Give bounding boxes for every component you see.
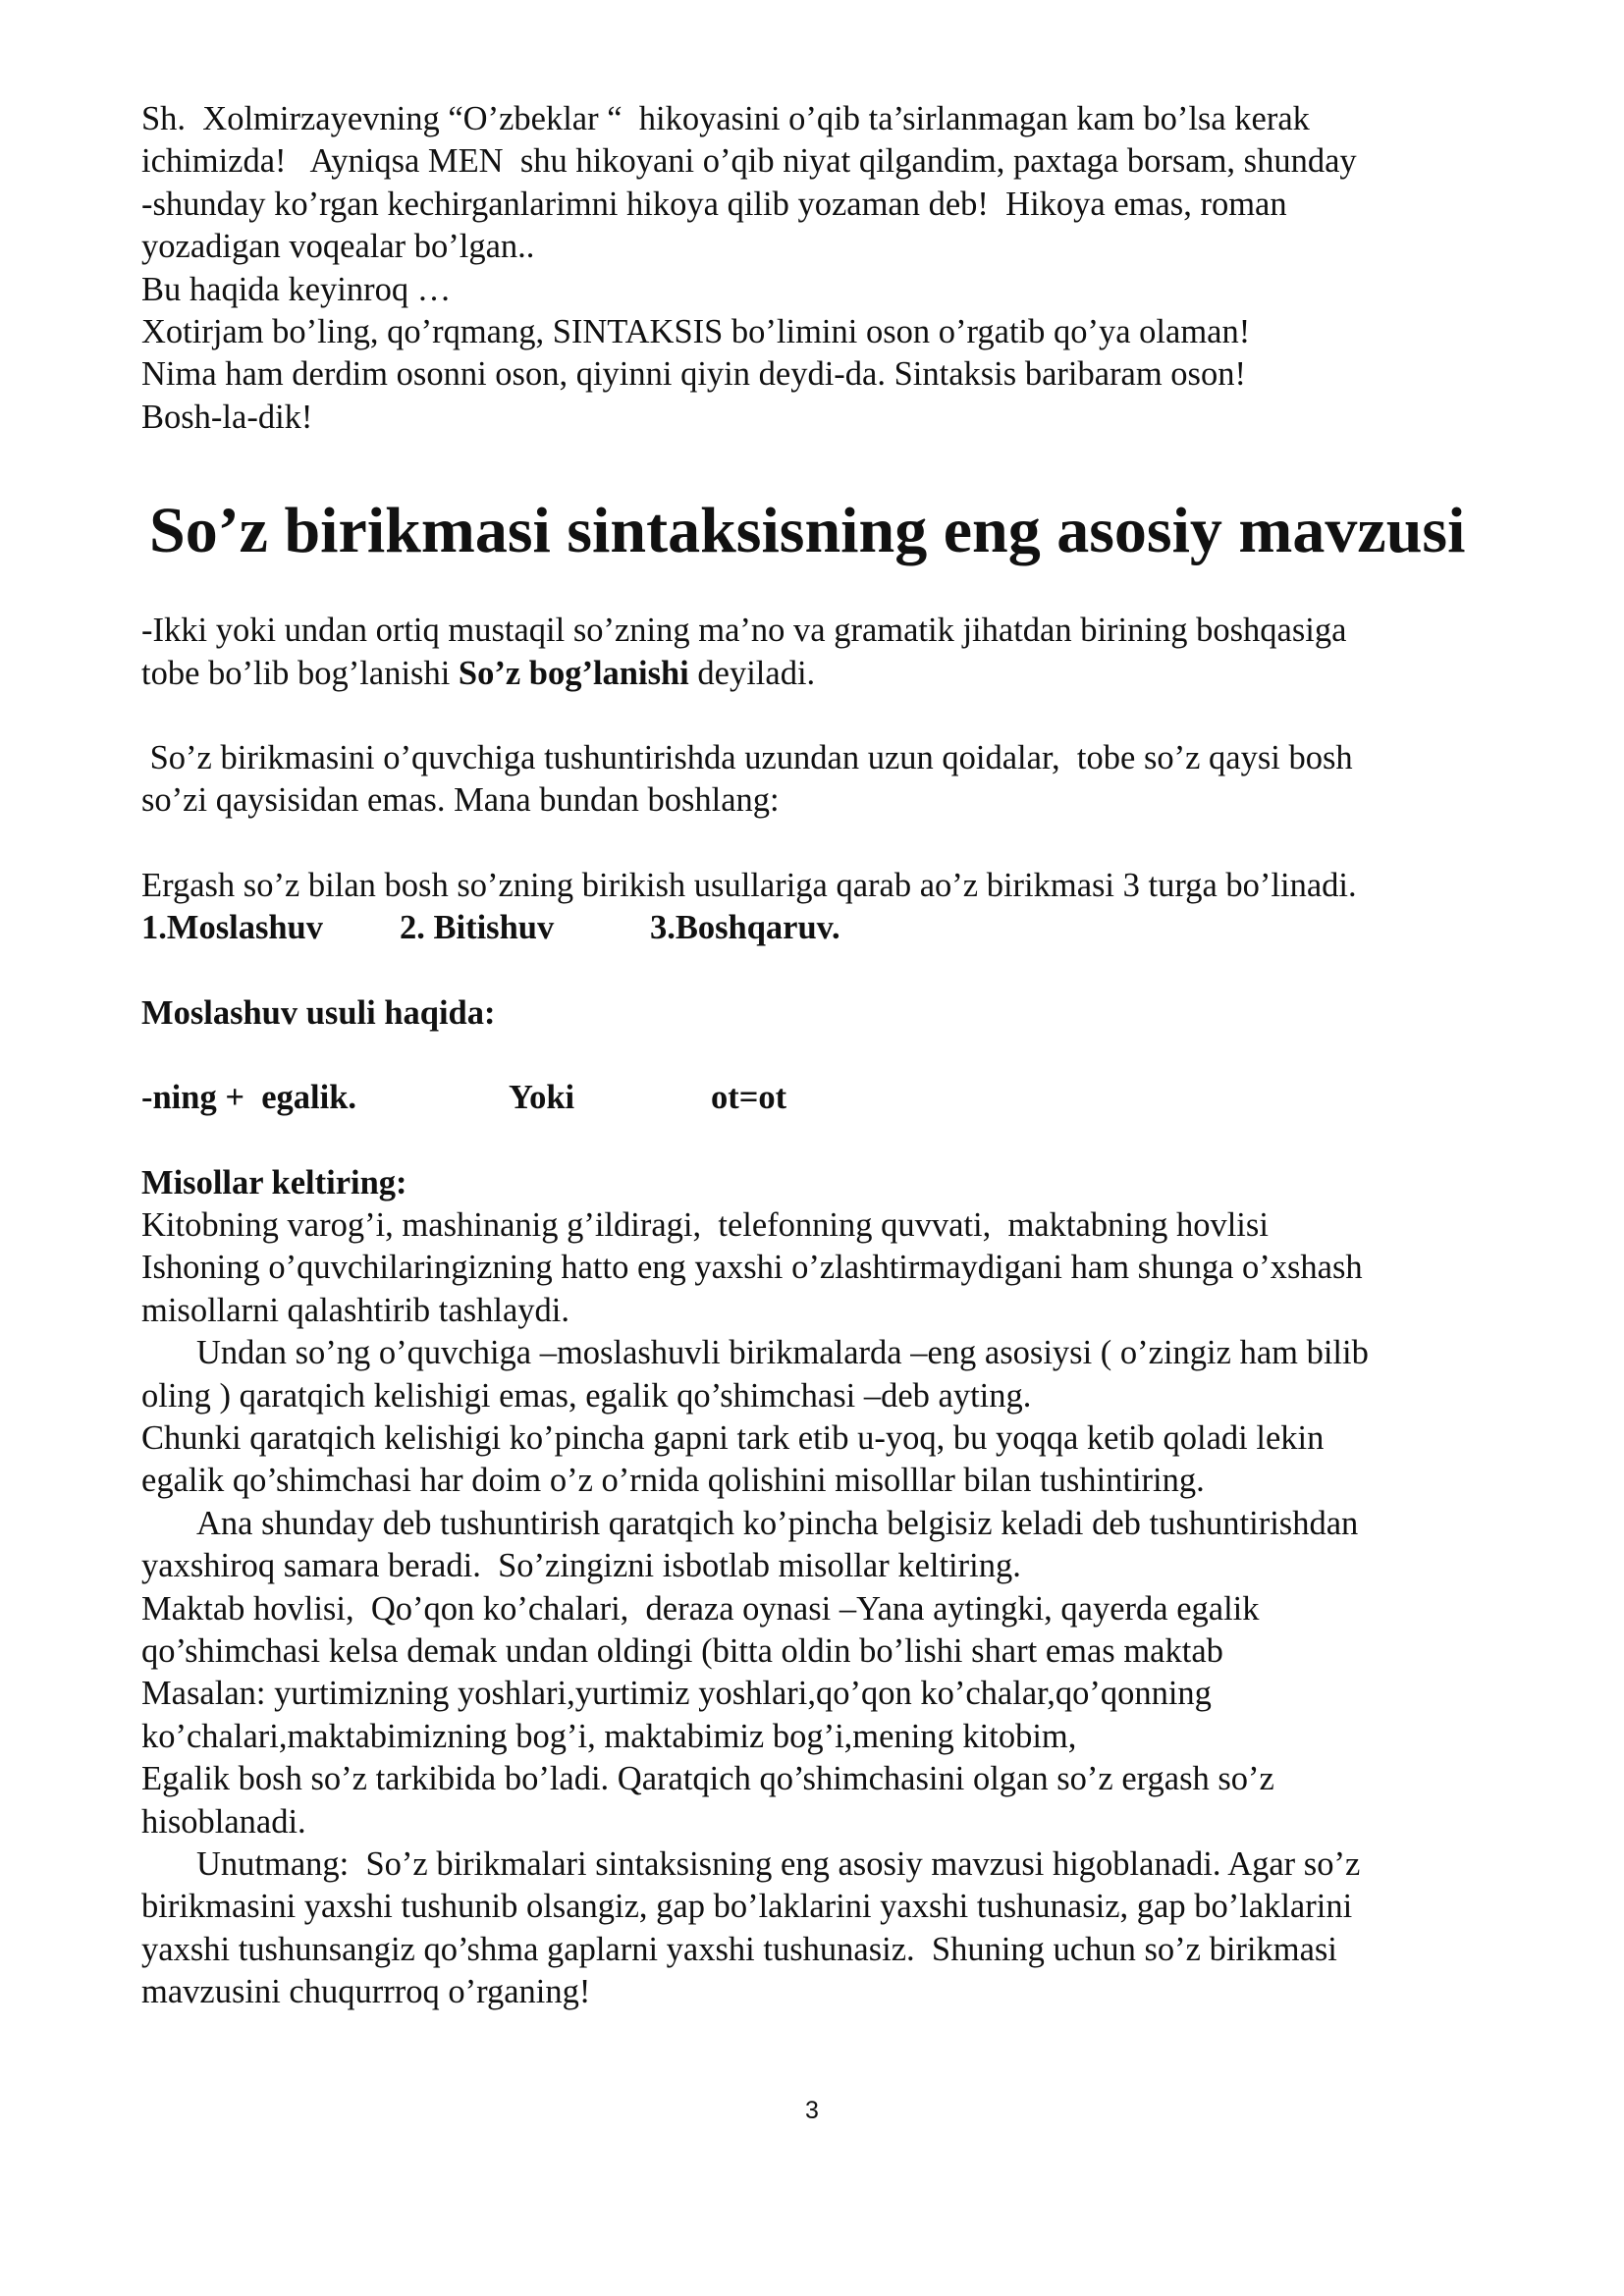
pattern-item: Yoki — [509, 1079, 575, 1117]
definition-text: tobe bo’lib bog’lanishi — [141, 654, 459, 692]
definition-text: deyiladi. — [688, 654, 816, 692]
intro-paragraph — [141, 98, 1496, 439]
body-line: yaxshiroq samara beradi. So’zingizni isbotlab misollar keltiring. — [141, 1547, 1021, 1585]
types-list — [141, 907, 1496, 949]
body-line: Masalan: yurtimizning yoshlari,yurtimiz yoshlari,qo’qon ko’chalar,qo’qonning — [141, 1675, 1212, 1713]
definition-term: So’z bog’lanishi — [458, 654, 689, 692]
intro-line: ichimizda! Ayniqsa MEN shu hikoyani o’qib niyat qilgandim, paxtaga borsam, shunday — [141, 142, 1357, 181]
body-line: Ana shunday deb tushuntirish qaratqich ko’pincha belgisiz keladi deb tushuntirishdan — [196, 1504, 1359, 1542]
body-line: ko’chalari,maktabimizning bog’i, maktabimiz bog’i,mening kitobim, — [141, 1717, 1077, 1755]
type-item: 2. Bitishuv — [400, 909, 555, 947]
advice-paragraph — [141, 737, 1496, 823]
intro-line: Bosh-la-dik! — [141, 398, 313, 436]
definition-paragraph — [141, 610, 1496, 695]
body-line: misollarni qalashtirib tashlaydi. — [141, 1291, 569, 1329]
intro-line: Bu haqida keyinroq … — [141, 270, 452, 308]
advice-line: so’zi qaysisidan emas. Mana bundan boshlang: — [141, 781, 780, 820]
body-line: Egalik bosh so’z tarkibida bo’ladi. Qaratqich qo’shimchasini olgan so’z ergash so’z — [141, 1760, 1274, 1798]
intro-line: Xotirjam bo’ling, qo’rqmang, SINTAKSIS bo’limini oson o’rgatib qo’ya olaman! — [141, 313, 1251, 351]
body-line: oling ) qaratqich kelishigi emas, egalik qo’shimchasi –deb ayting. — [141, 1376, 1032, 1415]
document-page — [141, 98, 1496, 2014]
intro-line: yozadigan voqealar bo’lgan.. — [141, 228, 535, 266]
definition-line: -Ikki yoki undan ortiq mustaqil so’zning ma’no va gramatik jihatdan birining boshqasiga — [141, 612, 1347, 650]
page-title: So’z birikmasi sintaksisning eng asosiy mavzusi — [149, 495, 1466, 567]
type-item: 3.Boshqaruv. — [650, 909, 840, 947]
body-line: Chunki qaratqich kelishigi ko’pincha gapni tark etib u-yoq, bu yoqqa ketib qoladi lekin — [141, 1418, 1325, 1457]
body-line: Unutmang: So’z birikmalari sintaksisning eng asosiy mavzusi higoblanadi. Agar so’z — [196, 1845, 1361, 1883]
page-number: 3 — [805, 2097, 819, 2124]
body-line: Ishoning o’quvchilaringizning hatto eng yaxshi o’zlashtirmaydigani ham shunga o’xshash — [141, 1249, 1363, 1287]
body-line: birikmasini yaxshi tushunib olsangiz, gap bo’laklarini yaxshi tushunasiz, gap bo’laklarini — [141, 1888, 1353, 1926]
body-text — [141, 1204, 1496, 2014]
intro-line: Sh. Xolmirzayevning “O’zbeklar “ hikoyasini o’qib ta’sirlanmagan kam bo’lsa kerak — [141, 100, 1310, 137]
advice-line: So’z birikmasini o’quvchiga tushuntirishda uzundan uzun qoidalar, tobe so’z qaysi bosh — [141, 739, 1353, 777]
body-line: egalik qo’shimchasi har doim o’z o’rnida qolishini misolllar bilan tushintiring. — [141, 1462, 1205, 1500]
intro-line: Nima ham derdim osonni oson, qiyinni qiyin deydi-da. Sintaksis baribaram oson! — [141, 355, 1246, 394]
moslashuv-pattern — [141, 1077, 1496, 1119]
definition-line — [141, 653, 1496, 695]
examples-heading: Misollar keltiring: — [141, 1163, 407, 1201]
moslashuv-heading: Moslashuv usuli haqida: — [141, 993, 496, 1032]
body-line: mavzusini chuqurrroq o’rganing! — [141, 1973, 591, 2011]
body-line: hisoblanadi. — [141, 1802, 306, 1841]
body-line: Maktab hovlisi, Qo’qon ko’chalari, deraza oynasi –Yana aytingki, qayerda egalik — [141, 1589, 1260, 1628]
type-item: 1.Moslashuv — [141, 909, 323, 947]
body-line: Kitobning varog’i, mashinanig g’ildiragi, telefonning quvvati, maktabning hovlisi — [141, 1205, 1269, 1244]
body-line: Undan so’ng o’quvchiga –moslashuvli birikmalarda –eng asosiysi ( o’zingiz ham bilib — [196, 1334, 1369, 1372]
types-intro: Ergash so’z bilan bosh so’zning birikish usullariga qarab ao’z birikmasi 3 turga bo’linadi. — [141, 866, 1357, 904]
intro-line: -shunday ko’rgan kechirganlarimni hikoya qilib yozaman deb! Hikoya emas, roman — [141, 185, 1287, 223]
types-section — [141, 865, 1496, 950]
pattern-item: -ning + egalik. — [141, 1079, 357, 1117]
pattern-item: ot=ot — [711, 1079, 787, 1117]
body-line: yaxshi tushunsangiz qo’shma gaplarni yaxshi tushunasiz. Shuning uchun so’z birikmasi — [141, 1930, 1337, 1968]
body-line: qo’shimchasi kelsa demak undan oldingi (bitta oldin bo’lishi shart emas maktab — [141, 1631, 1223, 1670]
